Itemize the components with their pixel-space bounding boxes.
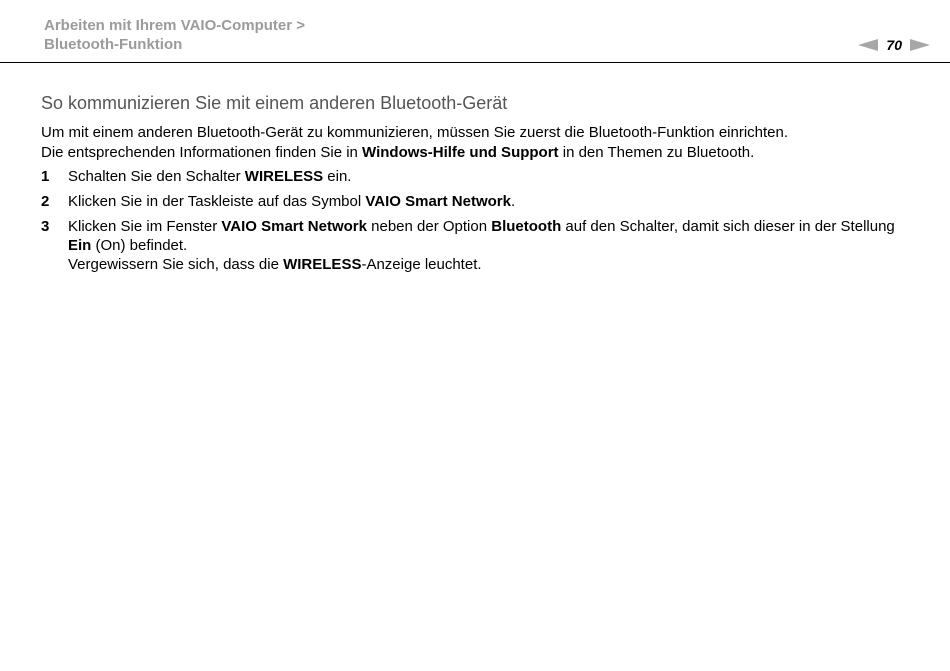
intro-text: Die entsprechenden Informationen finden Sie in: [41, 143, 363, 161]
breadcrumb: [44, 16, 305, 54]
list-item: [41, 217, 911, 274]
intro-text: in den Themen zu Bluetooth.: [558, 143, 755, 161]
step-bold-term: Bluetooth: [491, 218, 562, 235]
step-text-part: auf den Schalter, damit sich dieser in der Stellung: [561, 218, 895, 235]
intro-line-2: [41, 143, 788, 163]
intro-bold-term: Windows-Hilfe und Support: [362, 143, 559, 161]
page-navigation: [858, 36, 930, 54]
steps-list: [41, 167, 911, 280]
step-text: [68, 217, 911, 274]
list-item: [41, 167, 911, 186]
step-bold-term: WIRELESS: [244, 168, 324, 185]
step-line: [68, 255, 911, 274]
step-bold-term: VAIO Smart Network: [221, 218, 367, 235]
arrow-right-icon[interactable]: [910, 39, 930, 51]
step-text-part: Klicken Sie in der Taskleiste auf das Symbol: [68, 193, 366, 210]
step-bold-term: VAIO Smart Network: [365, 193, 511, 210]
step-number: 3: [41, 218, 50, 235]
section-title: So kommunizieren Sie mit einem anderen Bluetooth-Gerät: [41, 93, 508, 113]
list-item: [41, 192, 911, 211]
step-bold-term: Ein: [68, 237, 92, 254]
intro-line-1: Um mit einem anderen Bluetooth-Gerät zu kommunizieren, müssen Sie zuerst die Bluetooth-Funktion einrichten.: [41, 124, 789, 141]
step-number: 2: [41, 193, 50, 210]
intro-paragraph: [41, 123, 788, 162]
breadcrumb-section[interactable]: Bluetooth-Funktion: [44, 36, 183, 53]
step-number: 1: [41, 168, 50, 185]
step-text: [68, 192, 911, 211]
breadcrumb-chapter[interactable]: Arbeiten mit Ihrem VAIO-Computer >: [44, 17, 306, 34]
step-text-part: neben der Option: [366, 218, 492, 235]
arrow-left-icon[interactable]: [858, 39, 878, 51]
step-bold-term: WIRELESS: [283, 256, 362, 273]
step-text-part: ein.: [323, 168, 352, 185]
step-text: [68, 167, 911, 186]
step-text-part: Vergewissern Sie sich, dass die: [68, 256, 284, 273]
page-header: [0, 0, 950, 63]
step-text-part: (On) befindet.: [91, 237, 188, 254]
page-number: 70: [886, 37, 902, 53]
step-text-part: -Anzeige leuchtet.: [361, 256, 482, 273]
step-line: [68, 217, 911, 255]
step-text-part: .: [510, 193, 516, 210]
step-text-part: Schalten Sie den Schalter: [68, 168, 245, 185]
step-text-part: Klicken Sie im Fenster: [68, 218, 222, 235]
